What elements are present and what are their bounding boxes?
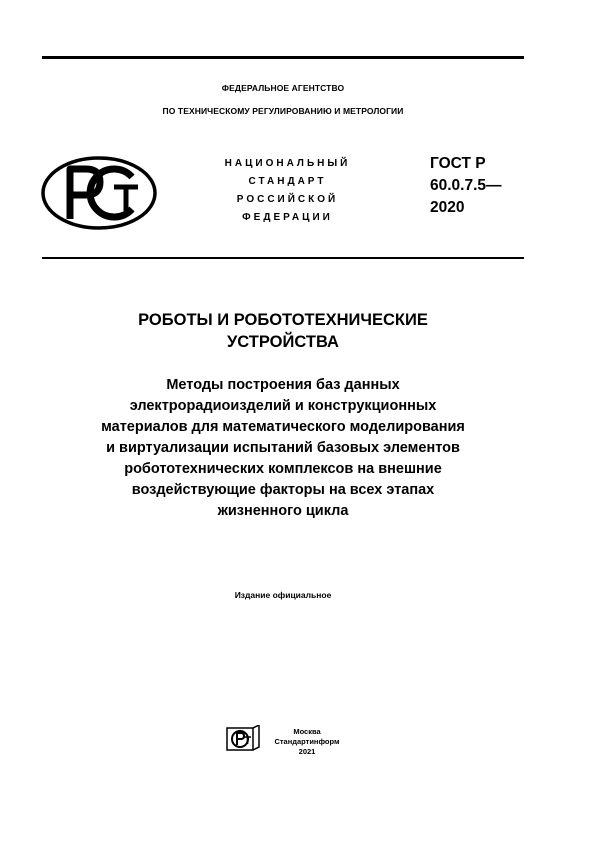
imprint-year: 2021 (298, 747, 316, 756)
subtitle-line: жизненного цикла (217, 503, 349, 519)
standard-designation (430, 153, 502, 219)
national-standard-line: НАЦИОНАЛЬНЫЙ (224, 158, 351, 169)
imprint-publisher: Стандартинформ (274, 737, 340, 746)
subtitle-line: робототехнических комплексов на внешние (124, 461, 442, 477)
title-line: РОБОТЫ И РОБОТОТЕХНИЧЕСКИЕ (138, 311, 428, 329)
designation-line: 2020 (430, 199, 465, 216)
document-title (42, 309, 524, 353)
standartinform-logo-icon (226, 725, 260, 751)
imprint (272, 727, 342, 757)
subtitle-line: воздействующие факторы на всех этапах (131, 482, 435, 498)
subtitle-line: электрорадиоизделий и конструкционных (129, 398, 437, 414)
designation-line: 60.0.7.5— (430, 177, 502, 194)
national-standard-line: СТАНДАРТ (248, 176, 327, 187)
agency-line-2: ПО ТЕХНИЧЕСКОМУ РЕГУЛИРОВАНИЮ И МЕТРОЛОГИИ (162, 106, 404, 116)
official-edition-label: Издание официальное (234, 590, 332, 600)
subtitle-line: и виртуализации испытаний базовых элементов (106, 440, 460, 456)
title-line: УСТРОЙСТВА (227, 333, 339, 351)
top-rule (42, 56, 524, 59)
imprint-city: Москва (293, 727, 321, 736)
middle-rule (42, 257, 524, 259)
document-subtitle (42, 375, 524, 522)
designation-line: ГОСТ Р (430, 155, 486, 172)
subtitle-line: Методы построения баз данных (166, 377, 400, 393)
gost-r-mark-icon (40, 155, 158, 231)
national-standard-line: РОССИЙСКОЙ (236, 194, 339, 205)
national-standard-label (200, 155, 375, 227)
agency-line-1: ФЕДЕРАЛЬНОЕ АГЕНТСТВО (221, 83, 345, 93)
subtitle-line: материалов для математического моделирования (101, 419, 465, 435)
national-standard-line: ФЕДЕРАЦИИ (242, 212, 333, 223)
